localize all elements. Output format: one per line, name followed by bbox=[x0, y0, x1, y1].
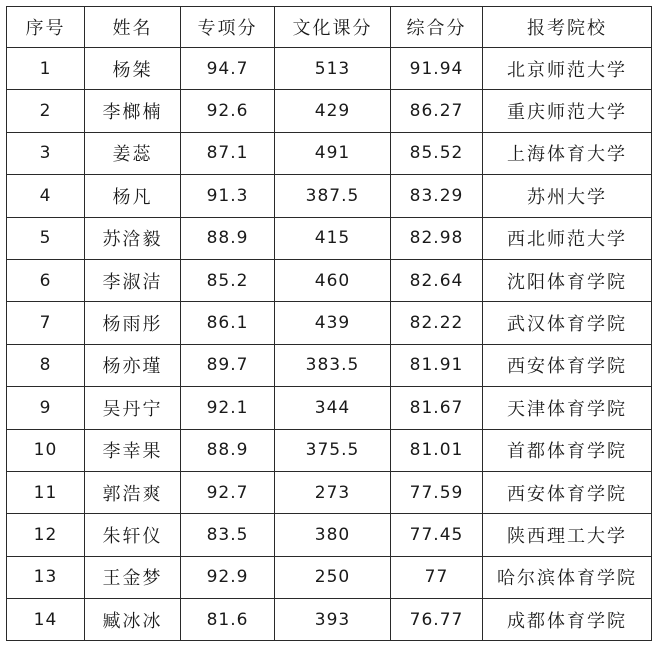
cell-name: 姜蕊 bbox=[85, 132, 181, 174]
cell-total-score: 82.22 bbox=[391, 302, 483, 344]
cell-culture-score: 393 bbox=[275, 599, 391, 641]
cell-culture-score: 513 bbox=[275, 48, 391, 90]
cell-name: 吴丹宁 bbox=[85, 387, 181, 429]
cell-name: 杨雨彤 bbox=[85, 302, 181, 344]
cell-no: 13 bbox=[7, 556, 85, 598]
cell-no: 2 bbox=[7, 90, 85, 132]
cell-special-score: 92.7 bbox=[181, 471, 275, 513]
cell-school: 西北师范大学 bbox=[483, 217, 652, 259]
cell-name: 苏浛毅 bbox=[85, 217, 181, 259]
score-table bbox=[6, 6, 652, 641]
cell-culture-score: 344 bbox=[275, 387, 391, 429]
cell-special-score: 92.9 bbox=[181, 556, 275, 598]
cell-name: 杨亦瑾 bbox=[85, 344, 181, 386]
cell-total-score: 91.94 bbox=[391, 48, 483, 90]
cell-special-score: 81.6 bbox=[181, 599, 275, 641]
cell-no: 12 bbox=[7, 514, 85, 556]
cell-school: 西安体育学院 bbox=[483, 471, 652, 513]
cell-culture-score: 439 bbox=[275, 302, 391, 344]
table-row bbox=[7, 514, 652, 556]
cell-special-score: 92.1 bbox=[181, 387, 275, 429]
cell-culture-score: 387.5 bbox=[275, 175, 391, 217]
cell-school: 天津体育学院 bbox=[483, 387, 652, 429]
cell-name: 杨凡 bbox=[85, 175, 181, 217]
cell-total-score: 76.77 bbox=[391, 599, 483, 641]
header-no: 序号 bbox=[7, 7, 85, 48]
cell-special-score: 87.1 bbox=[181, 132, 275, 174]
header-special-score: 专项分 bbox=[181, 7, 275, 48]
cell-culture-score: 491 bbox=[275, 132, 391, 174]
header-culture-score: 文化课分 bbox=[275, 7, 391, 48]
cell-culture-score: 273 bbox=[275, 471, 391, 513]
cell-no: 10 bbox=[7, 429, 85, 471]
cell-school: 北京师范大学 bbox=[483, 48, 652, 90]
table-row bbox=[7, 556, 652, 598]
cell-name: 李榔楠 bbox=[85, 90, 181, 132]
cell-no: 1 bbox=[7, 48, 85, 90]
cell-culture-score: 415 bbox=[275, 217, 391, 259]
cell-name: 臧冰冰 bbox=[85, 599, 181, 641]
cell-total-score: 86.27 bbox=[391, 90, 483, 132]
cell-name: 李幸果 bbox=[85, 429, 181, 471]
table-row bbox=[7, 259, 652, 301]
cell-school: 陕西理工大学 bbox=[483, 514, 652, 556]
table-row bbox=[7, 599, 652, 641]
cell-special-score: 88.9 bbox=[181, 217, 275, 259]
table-row bbox=[7, 302, 652, 344]
cell-total-score: 77.45 bbox=[391, 514, 483, 556]
table-row bbox=[7, 48, 652, 90]
cell-total-score: 81.91 bbox=[391, 344, 483, 386]
cell-total-score: 81.01 bbox=[391, 429, 483, 471]
cell-total-score: 82.64 bbox=[391, 259, 483, 301]
cell-culture-score: 375.5 bbox=[275, 429, 391, 471]
table-row bbox=[7, 471, 652, 513]
cell-total-score: 83.29 bbox=[391, 175, 483, 217]
cell-name: 杨桀 bbox=[85, 48, 181, 90]
header-name: 姓名 bbox=[85, 7, 181, 48]
cell-school: 西安体育学院 bbox=[483, 344, 652, 386]
cell-total-score: 82.98 bbox=[391, 217, 483, 259]
header-total-score: 综合分 bbox=[391, 7, 483, 48]
table-header-row bbox=[7, 7, 652, 48]
cell-special-score: 91.3 bbox=[181, 175, 275, 217]
cell-special-score: 83.5 bbox=[181, 514, 275, 556]
table-row bbox=[7, 132, 652, 174]
cell-special-score: 94.7 bbox=[181, 48, 275, 90]
cell-total-score: 77 bbox=[391, 556, 483, 598]
cell-special-score: 86.1 bbox=[181, 302, 275, 344]
cell-special-score: 89.7 bbox=[181, 344, 275, 386]
cell-total-score: 85.52 bbox=[391, 132, 483, 174]
cell-culture-score: 383.5 bbox=[275, 344, 391, 386]
cell-no: 5 bbox=[7, 217, 85, 259]
header-school: 报考院校 bbox=[483, 7, 652, 48]
cell-special-score: 92.6 bbox=[181, 90, 275, 132]
table-row bbox=[7, 175, 652, 217]
cell-no: 4 bbox=[7, 175, 85, 217]
cell-special-score: 85.2 bbox=[181, 259, 275, 301]
cell-school: 上海体育大学 bbox=[483, 132, 652, 174]
table-row bbox=[7, 217, 652, 259]
cell-school: 重庆师范大学 bbox=[483, 90, 652, 132]
cell-special-score: 88.9 bbox=[181, 429, 275, 471]
cell-school: 成都体育学院 bbox=[483, 599, 652, 641]
cell-no: 9 bbox=[7, 387, 85, 429]
cell-school: 首都体育学院 bbox=[483, 429, 652, 471]
cell-name: 朱轩仪 bbox=[85, 514, 181, 556]
table-row bbox=[7, 90, 652, 132]
cell-no: 14 bbox=[7, 599, 85, 641]
cell-no: 7 bbox=[7, 302, 85, 344]
cell-culture-score: 380 bbox=[275, 514, 391, 556]
cell-no: 8 bbox=[7, 344, 85, 386]
cell-no: 11 bbox=[7, 471, 85, 513]
table-row bbox=[7, 344, 652, 386]
cell-school: 沈阳体育学院 bbox=[483, 259, 652, 301]
cell-culture-score: 250 bbox=[275, 556, 391, 598]
cell-name: 郭浩爽 bbox=[85, 471, 181, 513]
cell-name: 李淑洁 bbox=[85, 259, 181, 301]
table-row bbox=[7, 429, 652, 471]
cell-culture-score: 460 bbox=[275, 259, 391, 301]
table-row bbox=[7, 387, 652, 429]
cell-school: 武汉体育学院 bbox=[483, 302, 652, 344]
cell-no: 6 bbox=[7, 259, 85, 301]
cell-total-score: 81.67 bbox=[391, 387, 483, 429]
cell-school: 哈尔滨体育学院 bbox=[483, 556, 652, 598]
cell-total-score: 77.59 bbox=[391, 471, 483, 513]
cell-culture-score: 429 bbox=[275, 90, 391, 132]
cell-no: 3 bbox=[7, 132, 85, 174]
cell-name: 王金梦 bbox=[85, 556, 181, 598]
cell-school: 苏州大学 bbox=[483, 175, 652, 217]
